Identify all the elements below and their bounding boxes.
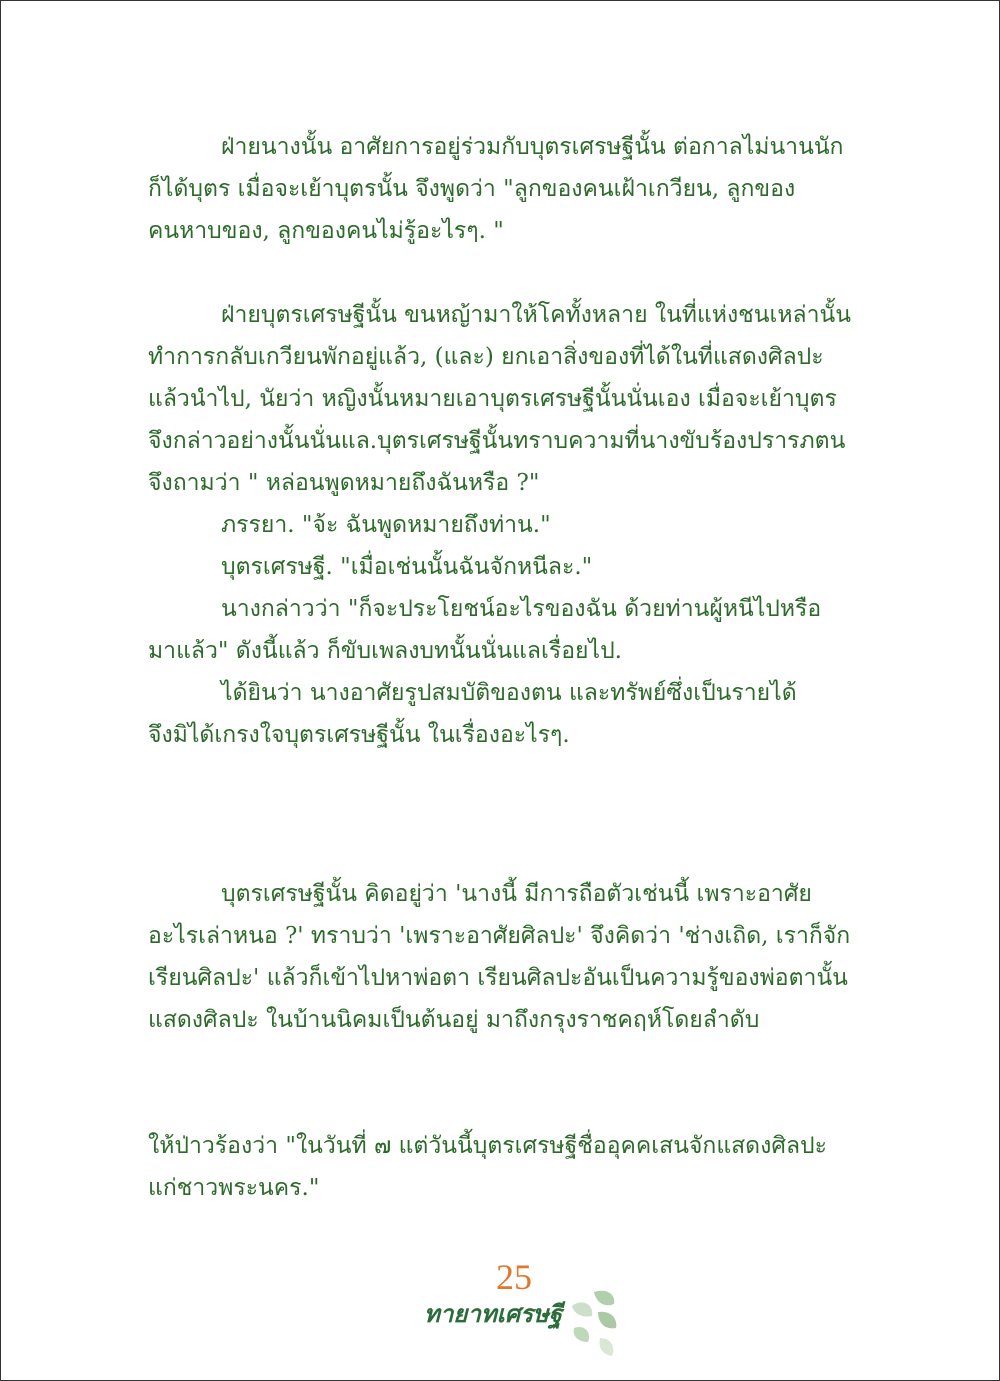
text-line: บุตรเศรษฐีนั้น คิดอยู่ว่า 'นางนี้ มีการถือตัวเช่นนี้ เพราะอาศัย bbox=[221, 881, 812, 907]
text-line: เรียนศิลปะ' แล้วก็เข้าไปหาพ่อตา เรียนศิลปะอันเป็นความรู้ของพ่อตานั้น bbox=[148, 965, 848, 991]
leaves-icon bbox=[554, 1284, 634, 1364]
text-line: จึงถามว่า " หล่อนพูดหมายถึงฉันหรือ ?" bbox=[148, 470, 540, 496]
dialogue-line: นางกล่าวว่า "ก็จะประโยชน์อะไรของฉัน ด้วยท่านผู้หนีไปหรือ bbox=[221, 596, 822, 622]
text-line: แก่ชาวพระนคร." bbox=[148, 1175, 320, 1201]
text-line: แสดงศิลปะ ในบ้านนิคมเป็นต้นอยู่ มาถึงกรุงราชคฤห์โดยลำดับ bbox=[148, 1007, 760, 1033]
paragraph-2 bbox=[148, 294, 883, 756]
text-line: จึงกล่าวอย่างนั้นนั่นแล.บุตรเศรษฐีนั้นทราบความที่นางขับร้องปรารภตน bbox=[148, 428, 846, 454]
text-line: ก็ได้บุตร เมื่อจะเย้าบุตรนั้น จึงพูดว่า "ลูกของคนเฝ้าเกวียน, ลูกของ bbox=[148, 176, 796, 202]
text-line: ได้ยินว่า นางอาศัยรูปสมบัติของตน และทรัพย์ซึ่งเป็นรายได้ bbox=[221, 680, 797, 706]
text-line: ทำการกลับเกวียนพักอยู่แล้ว, (และ) ยกเอาสิ่งของที่ได้ในที่แสดงศิลปะ bbox=[148, 344, 824, 370]
text-line: ให้ป่าวร้องว่า "ในวันที่ ๗ แต่วันนี้บุตรเศรษฐีชื่ออุคคเสนจักแสดงศิลปะ bbox=[148, 1133, 827, 1159]
page-number: 25 bbox=[496, 1257, 532, 1297]
text-line: จึงมิได้เกรงใจบุตรเศรษฐีนั้น ในเรื่องอะไรๆ. bbox=[148, 722, 570, 748]
text-line: แล้วนำไป, นัยว่า หญิงนั้นหมายเอาบุตรเศรษฐีนั้นนั่นเอง เมื่อจะเย้าบุตร bbox=[148, 386, 837, 412]
dialogue-line: บุตรเศรษฐี. "เมื่อเช่นนั้นฉันจักหนีละ." bbox=[221, 554, 593, 580]
paragraph-3 bbox=[148, 873, 883, 1041]
text-line: อะไรเล่าหนอ ?' ทราบว่า 'เพราะอาศัยศิลปะ' จึงคิดว่า 'ช่างเถิด, เราก็จัก bbox=[148, 923, 851, 949]
book-logo bbox=[406, 1284, 636, 1364]
text-line: คนหาบของ, ลูกของคนไม่รู้อะไรๆ. " bbox=[148, 218, 504, 244]
book-title: ทายาทเศรษฐี bbox=[424, 1299, 563, 1328]
paragraph-4 bbox=[148, 1125, 883, 1209]
text-line: ฝ่ายบุตรเศรษฐีนั้น ขนหญ้ามาให้โคทั้งหลาย ในที่แห่งชนเหล่านั้น bbox=[221, 302, 851, 328]
paragraph-1 bbox=[148, 126, 883, 252]
text-line: มาแล้ว" ดังนี้แล้ว ก็ขับเพลงบทนั้นนั่นแลเรื่อยไป. bbox=[148, 638, 622, 664]
text-line: ฝ่ายนางนั้น อาศัยการอยู่ร่วมกับบุตรเศรษฐีนั้น ต่อกาลไม่นานนัก bbox=[221, 134, 844, 160]
dialogue-line: ภรรยา. "จ้ะ ฉันพูดหมายถึงท่าน." bbox=[221, 512, 551, 538]
